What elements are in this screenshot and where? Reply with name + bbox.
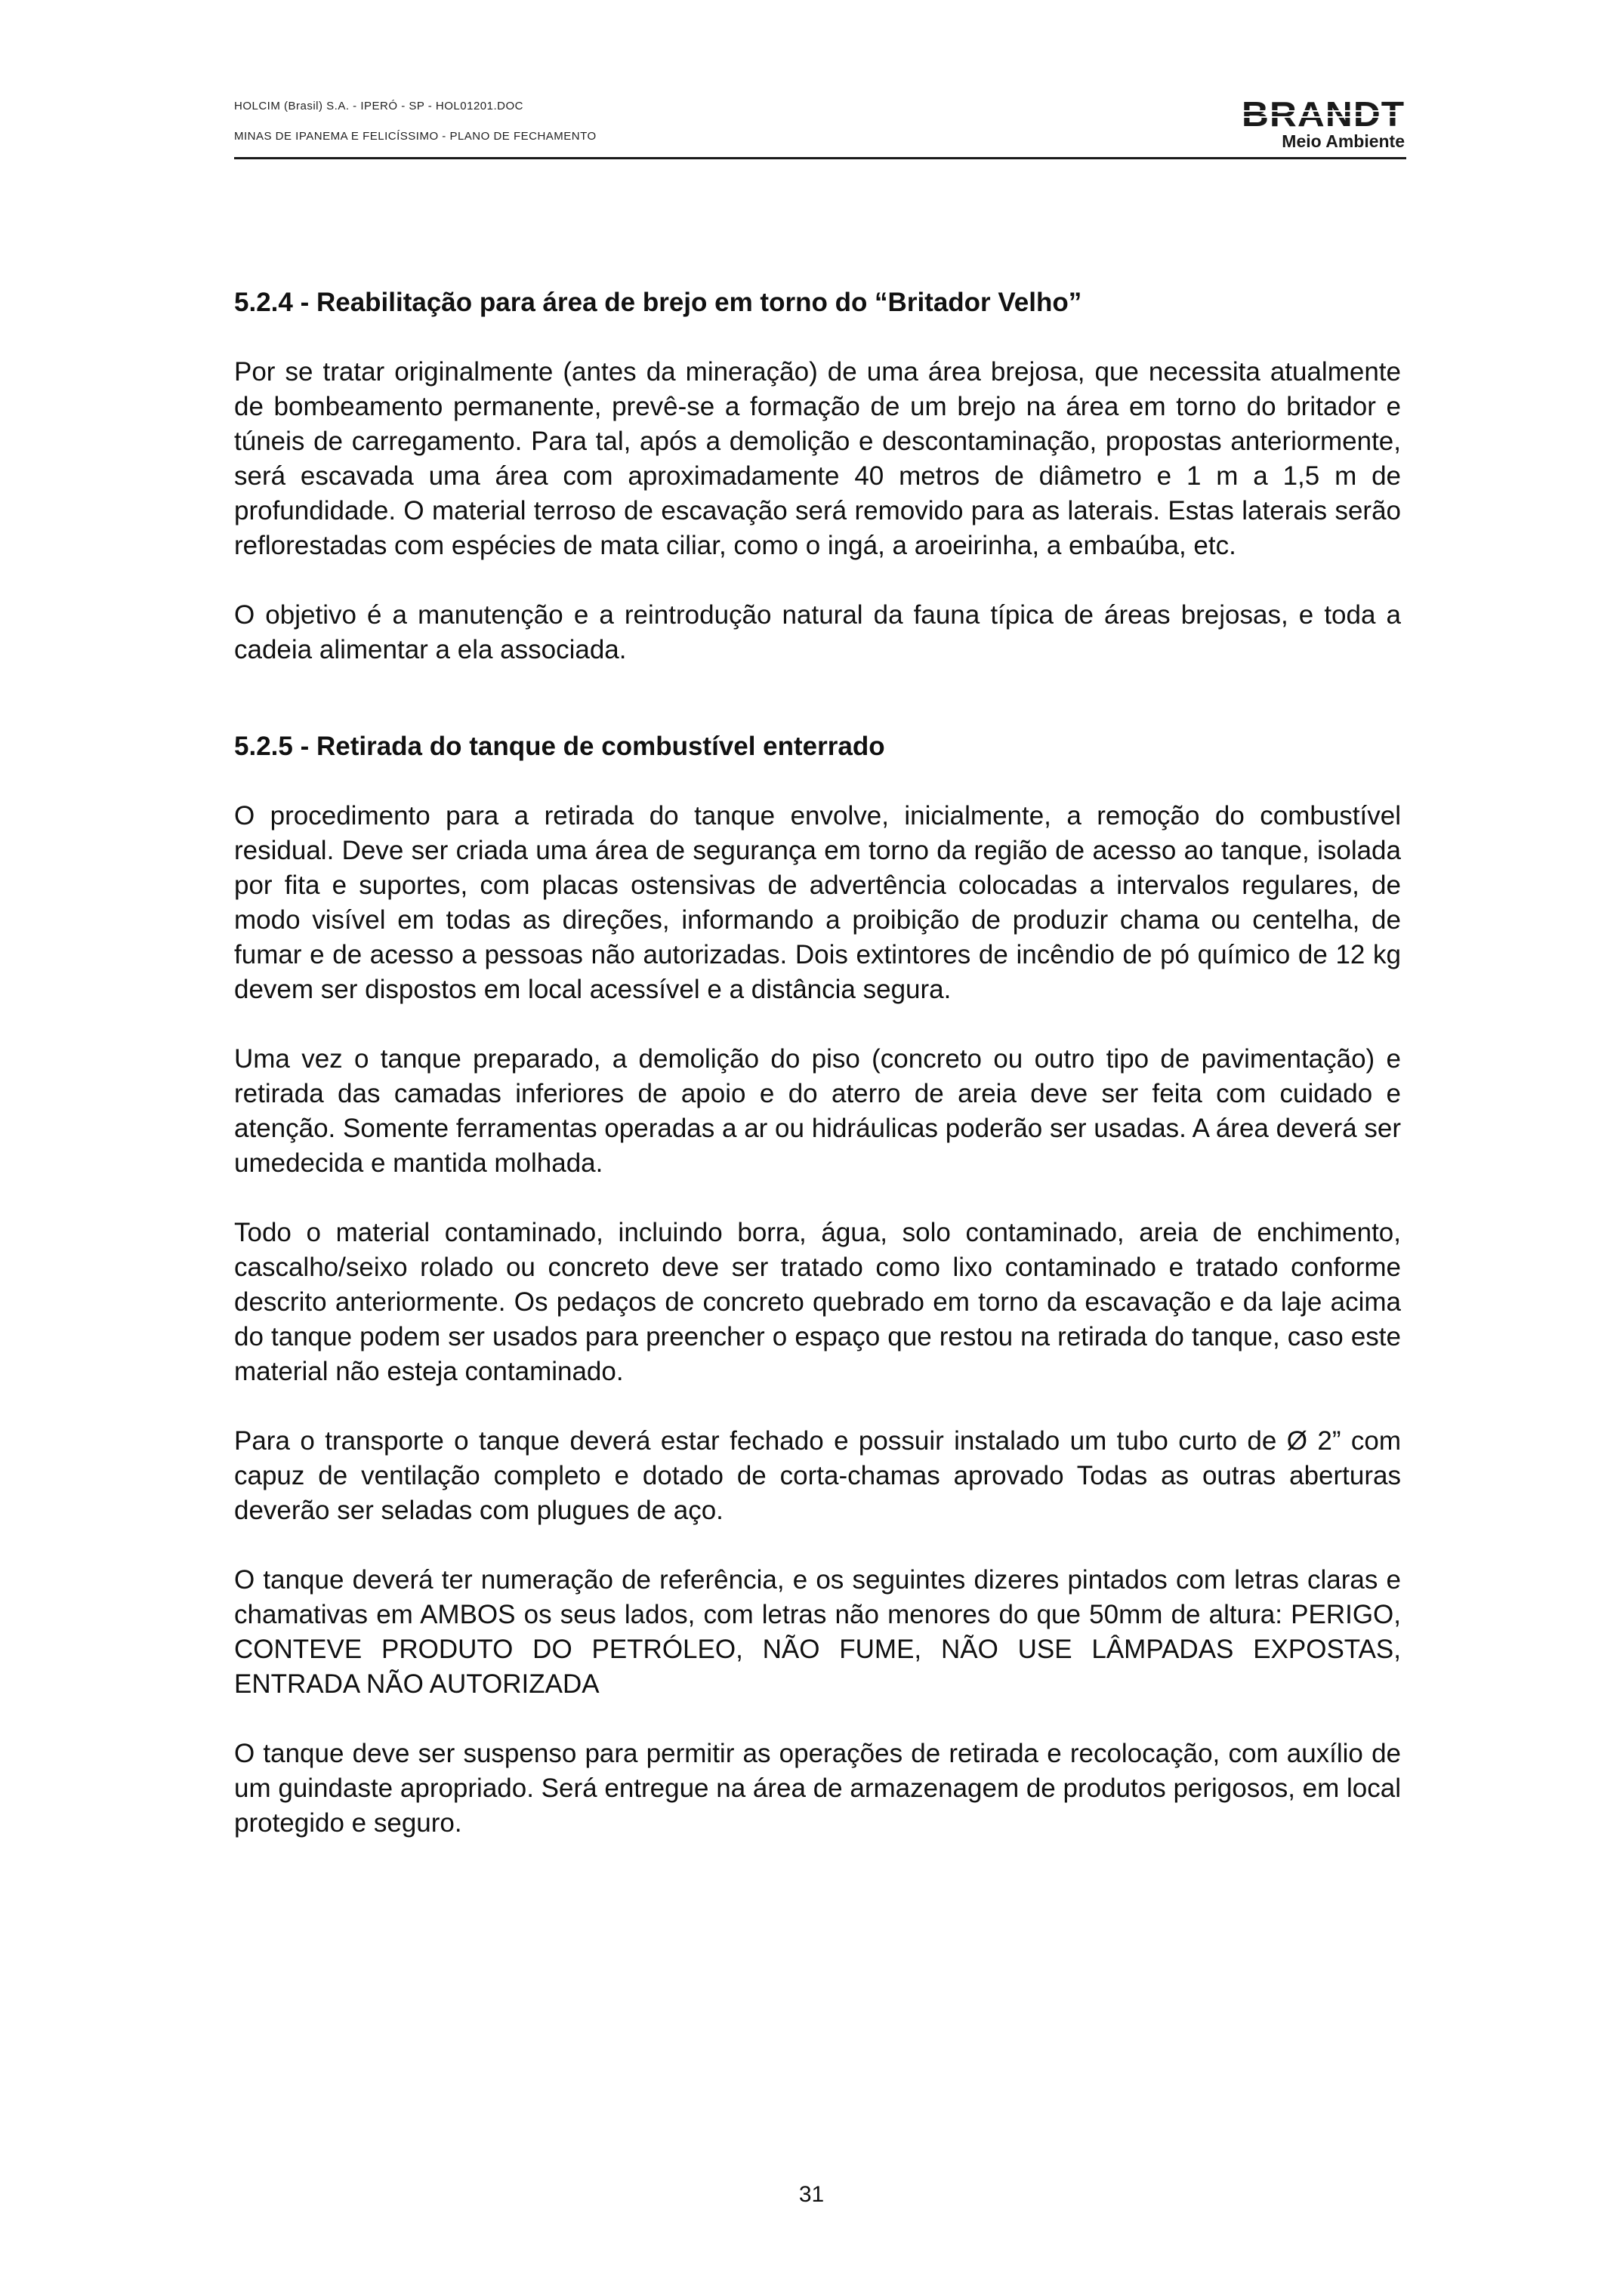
logo-subtitle: Meio Ambiente: [1282, 131, 1405, 151]
paragraph: O tanque deverá ter numeração de referência, e os seguintes dizeres pintados com letras claras e chamativas em AMBOS os seus lados, com letras não menores do que 50mm de altura: PERIGO, CONTEVE PRODUTO DO PETRÓLEO, NÃO FUME, NÃO USE LÂMPADAS EXPOSTAS, ENTRADA NÃO AUTORIZADA: [234, 1565, 1401, 1699]
section-5-2-5: [234, 729, 1401, 1841]
paragraph: Uma vez o tanque preparado, a demolição do piso (concreto ou outro tipo de pavimentação) e retirada das camadas inferiores de apoio e do aterro de areia deve ser feita com cuidado e atenção. Somente ferramentas operadas a ar ou hidráulicas poderão ser usadas. A área deverá ser umedecida e mantida molhada.: [234, 1044, 1401, 1178]
logo-wordmark: BRANDT: [1241, 94, 1405, 134]
paragraph: Para o transporte o tanque deverá estar fechado e possuir instalado um tubo curto de Ø 2” com capuz de ventilação completo e dotado de corta-chamas aprovado Todas as outras aberturas deverão ser seladas com plugues de aço.: [234, 1426, 1401, 1525]
logo-stripes: [1242, 110, 1405, 118]
section-heading: 5.2.4 - Reabilitação para área de brejo em torno do “Britador Velho”: [234, 288, 1082, 317]
paragraph: Todo o material contaminado, incluindo borra, água, solo contaminado, areia de enchimento, cascalho/seixo rolado ou concreto deve ser tratado como lixo contaminado e tratado conforme descrito anteriormente. Os pedaços de concreto quebrado em torno da escavação e da laje acima do tanque podem ser usados para preencher o espaço que restou na retirada do tanque, caso este material não esteja contaminado.: [234, 1218, 1401, 1386]
page-number: 31: [798, 2182, 825, 2207]
paragraph: Por se tratar originalmente (antes da mineração) de uma área brejosa, que necessita atualmente de bombeamento permanente, prevê-se a formação de um brejo na área em torno do britador e túneis de carregamento. Para tal, após a demolição e descontaminação, propostas anteriormente, será escavada uma área com aproximadamente 40 metros de diâmetro e 1 m a 1,5 m de profundidade. O material terroso de escavação será removido para as laterais. Estas laterais serão reflorestadas com espécies de mata ciliar, como o ingá, a aroeirinha, a embaúba, etc.: [234, 357, 1401, 560]
section-5-2-4: [234, 285, 1401, 667]
brandt-logo: [1242, 95, 1405, 153]
paragraph: O objetivo é a manutenção e a reintrodução natural da fauna típica de áreas brejosas, e toda a cadeia alimentar a ela associada.: [234, 600, 1401, 664]
paragraph: O procedimento para a retirada do tanque envolve, inicialmente, a remoção do combustível residual. Deve ser criada uma área de segurança em torno da região de acesso ao tanque, isolada por fita e suportes, com placas ostensivas de advertência colocadas a intervalos regulares, de modo visível em todas as direções, informando a proibição de produzir chama ou centelha, de fumar e de acesso a pessoas não autorizadas. Dois extintores de incêndio de pó químico de 12 kg devem ser dispostos em local acessível e a distância segura.: [234, 801, 1401, 1004]
paragraph: O tanque deve ser suspenso para permitir as operações de retirada e recolocação, com auxílio de um guindaste apropriado. Será entregue na área de armazenagem de produtos perigosos, em local protegido e seguro.: [234, 1739, 1401, 1838]
page-header: [234, 95, 1406, 159]
section-heading: 5.2.5 - Retirada do tanque de combustível enterrado: [234, 732, 885, 761]
header-document-line: MINAS DE IPANEMA E FELICÍSSIMO - PLANO DE FECHAMENTO: [234, 130, 597, 143]
document-body: [234, 285, 1401, 1841]
header-company-line: HOLCIM (Brasil) S.A. - IPERÓ - SP - HOL01201.DOC: [234, 100, 523, 112]
